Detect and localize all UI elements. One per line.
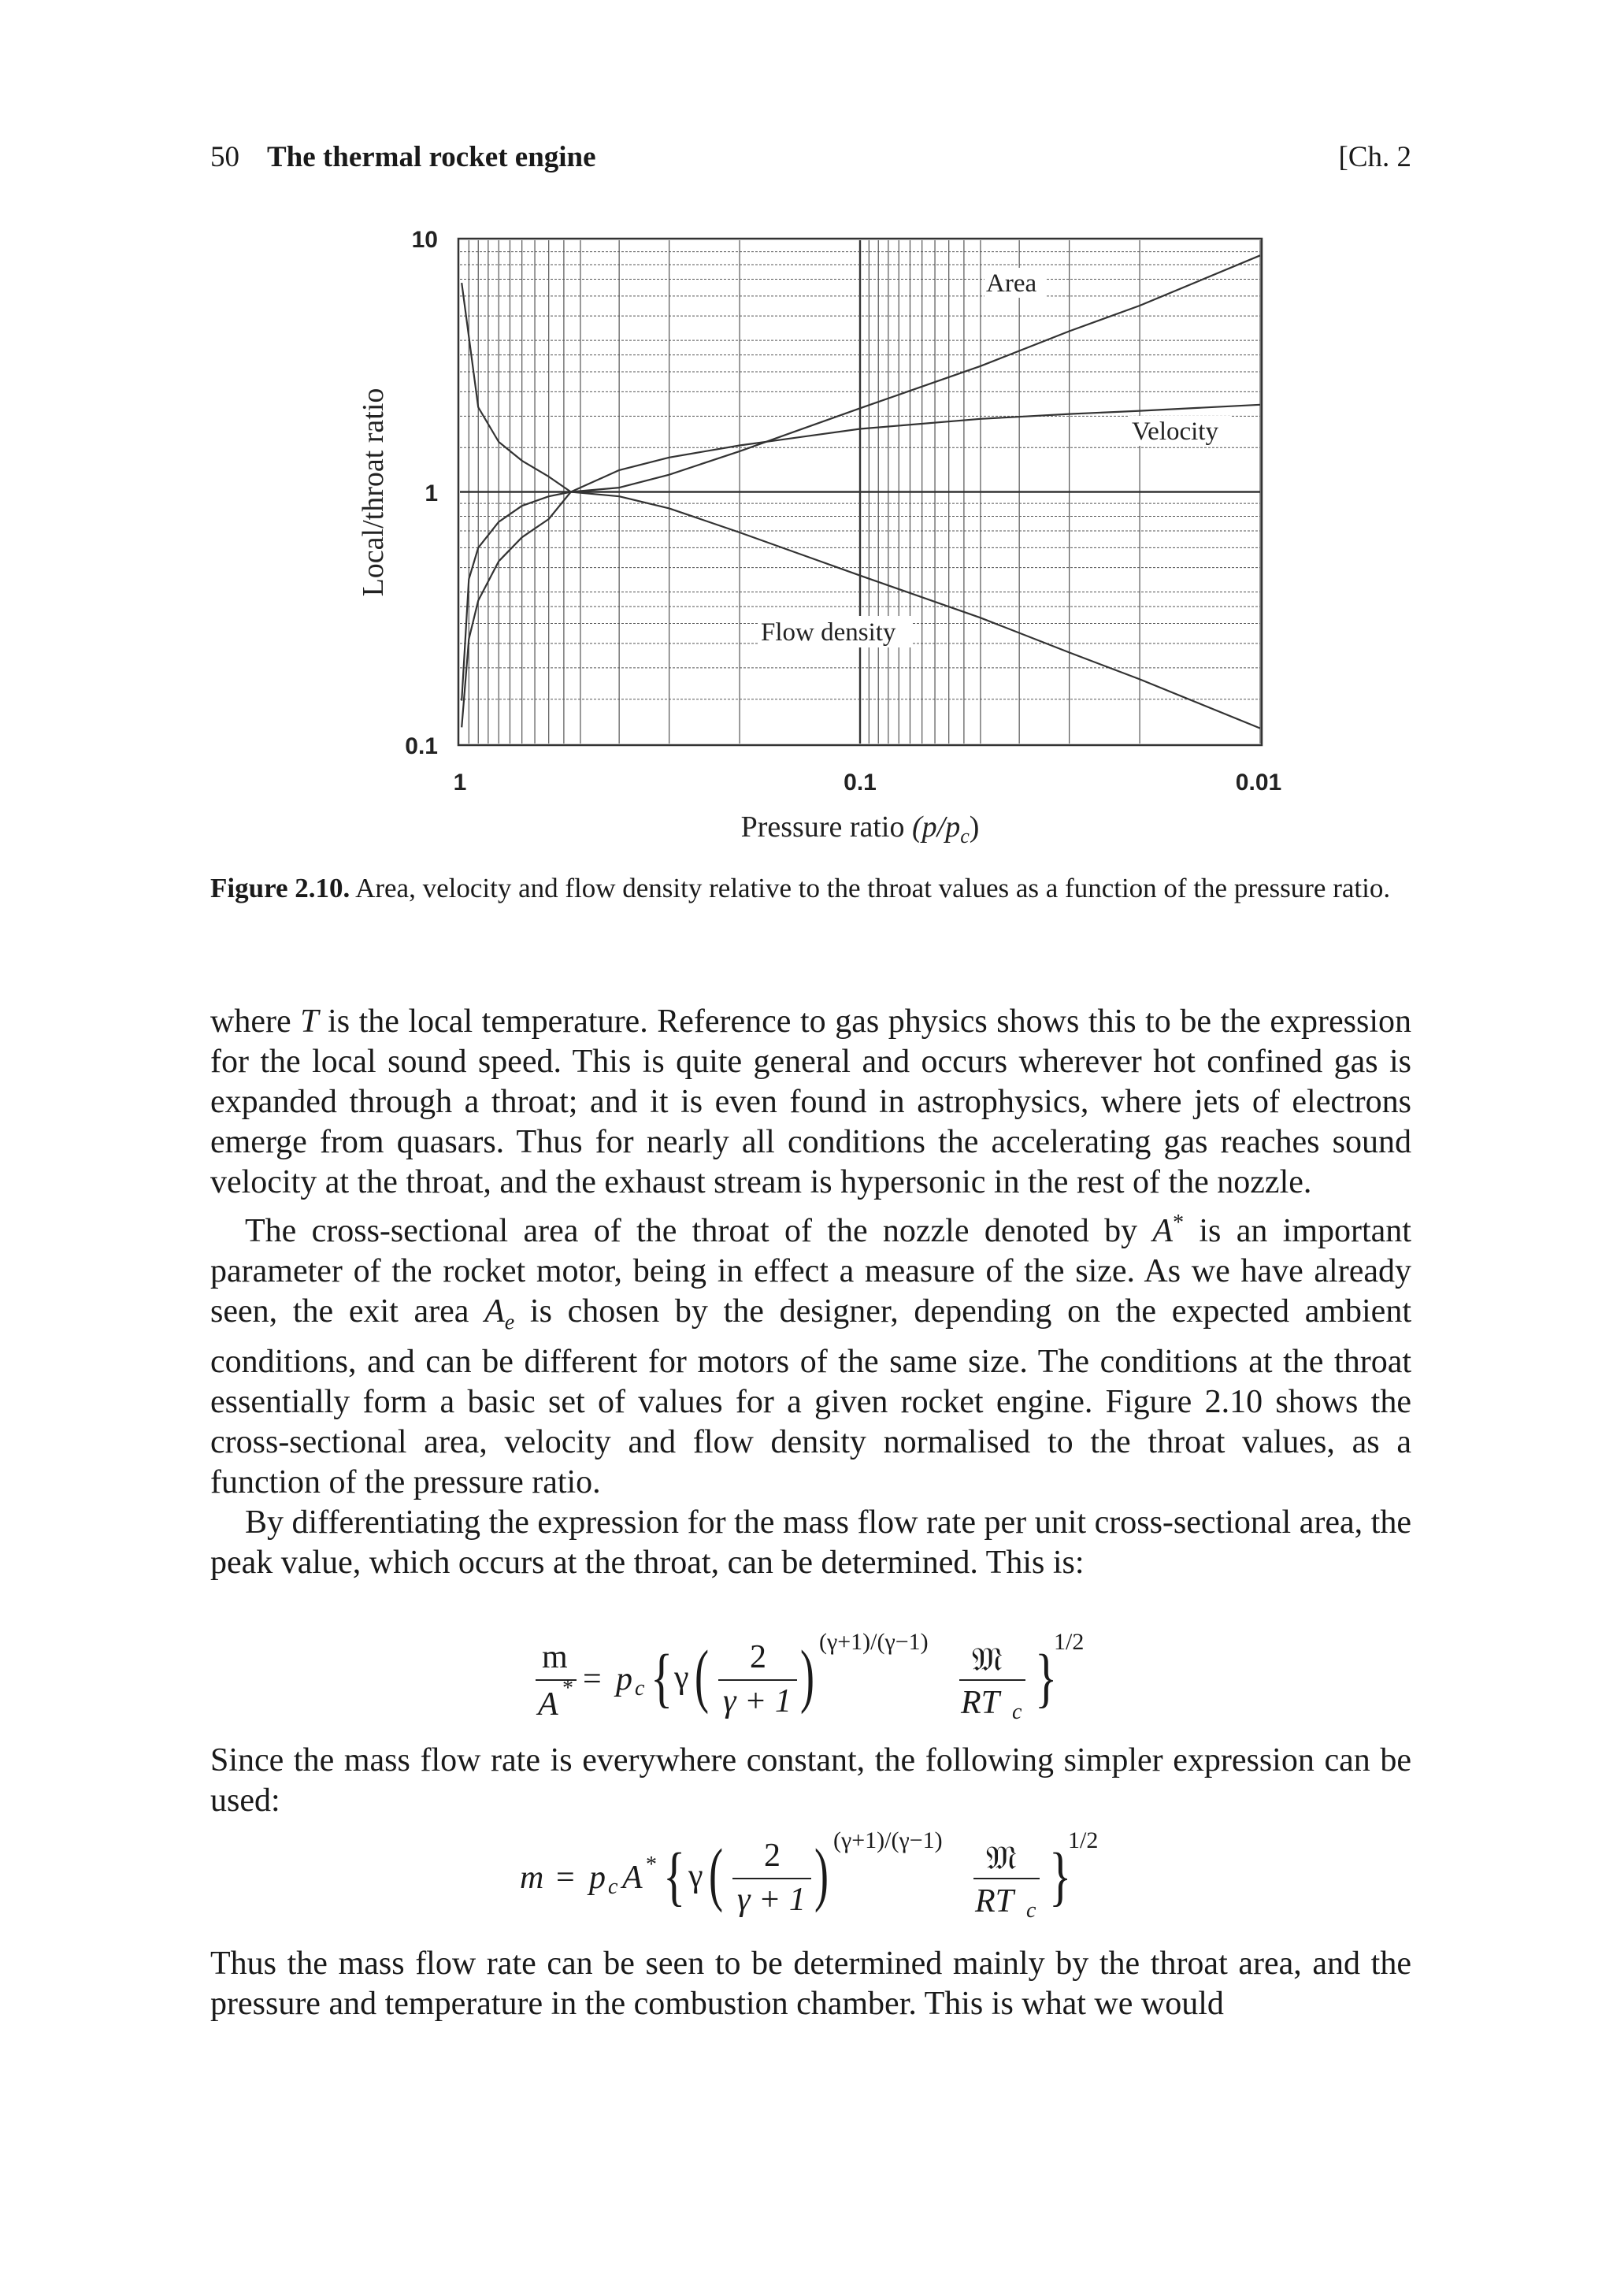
x-tick-label-0.01: 0.01 [1235,770,1282,796]
chapter-label: [Ch. 2 [1338,141,1411,173]
paragraph-5: Thus the mass flow rate can be seen to be determined mainly by the throat area, and the pressure and temperature in the combustion chamber. This is what we would [210,1945,1411,2022]
figure-chart [0,0,1613,866]
body-text-block-3 [210,1944,1411,2024]
x-axis-label-text: Pressure ratio [740,810,912,844]
figure-caption-label: Figure 2.10. [210,873,350,903]
y-axis-label: Local/throat ratio [357,388,390,597]
x-tick-label-0.1: 0.1 [844,770,877,796]
page-number: 50 [210,141,239,173]
x-axis-label-close: ) [969,810,980,844]
series-label-area: Area [986,269,1037,298]
series-label-velocity: Velocity [1132,417,1218,446]
paragraph-2: The cross-sectional area of the throat of the nozzle denoted by A* is an important parameter of the rocket motor, being in effect a measure of the size. As we have already seen, the exit area $A_e$ is chosen by the designer, depending on the expected ambient conditions, and can be different for motors of the same size. The conditions at the throat essentially form a basic set of values for a given rocket engine. Figure 2.10 shows the cross-sectional area, velocity and flow density normalised to the throat values, as a function of the pressure ratio. [210,1211,1411,1501]
paragraph-1: where T is the local temperature. Reference to gas physics shows this to be the expression for the local sound speed. This is quite general and occurs wherever hot confined gas is expanded through a throat; and it is even found in astrophysics, where jets of electrons emerge from quasars. Thus for nearly all conditions the accelerating gas reaches sound velocity at the throat, and the exhaust stream is hypersonic in the rest of the nozzle. [210,1003,1411,1200]
x-tick-label-1: 1 [453,770,467,796]
x-axis-label [741,810,980,848]
series-label-flow-density: Flow density [761,618,896,647]
y-tick-label-10: 10 [411,227,438,253]
paragraph-4: Since the mass flow rate is everywhere constant, the following simpler expression can be used: [210,1742,1411,1819]
figure-caption [210,870,1411,907]
running-title: The thermal rocket engine [267,141,596,173]
body-text-block-2 [210,1741,1411,1821]
body-text-block-1 [210,1002,1411,1583]
paragraph-3: By differentiating the expression for the mass flow rate per unit cross-sectional area, the peak value, which occurs at the throat, can be determined. This is: [210,1504,1411,1582]
y-tick-label-1: 1 [425,480,438,506]
y-tick-label-0.1: 0.1 [405,733,438,759]
figure-caption-text: Area, velocity and flow density relative to the throat values as a function of the pressure ratio. [355,873,1391,903]
x-axis-label-math: (p/p [911,810,961,844]
x-axis-label-sub: c [960,825,970,848]
